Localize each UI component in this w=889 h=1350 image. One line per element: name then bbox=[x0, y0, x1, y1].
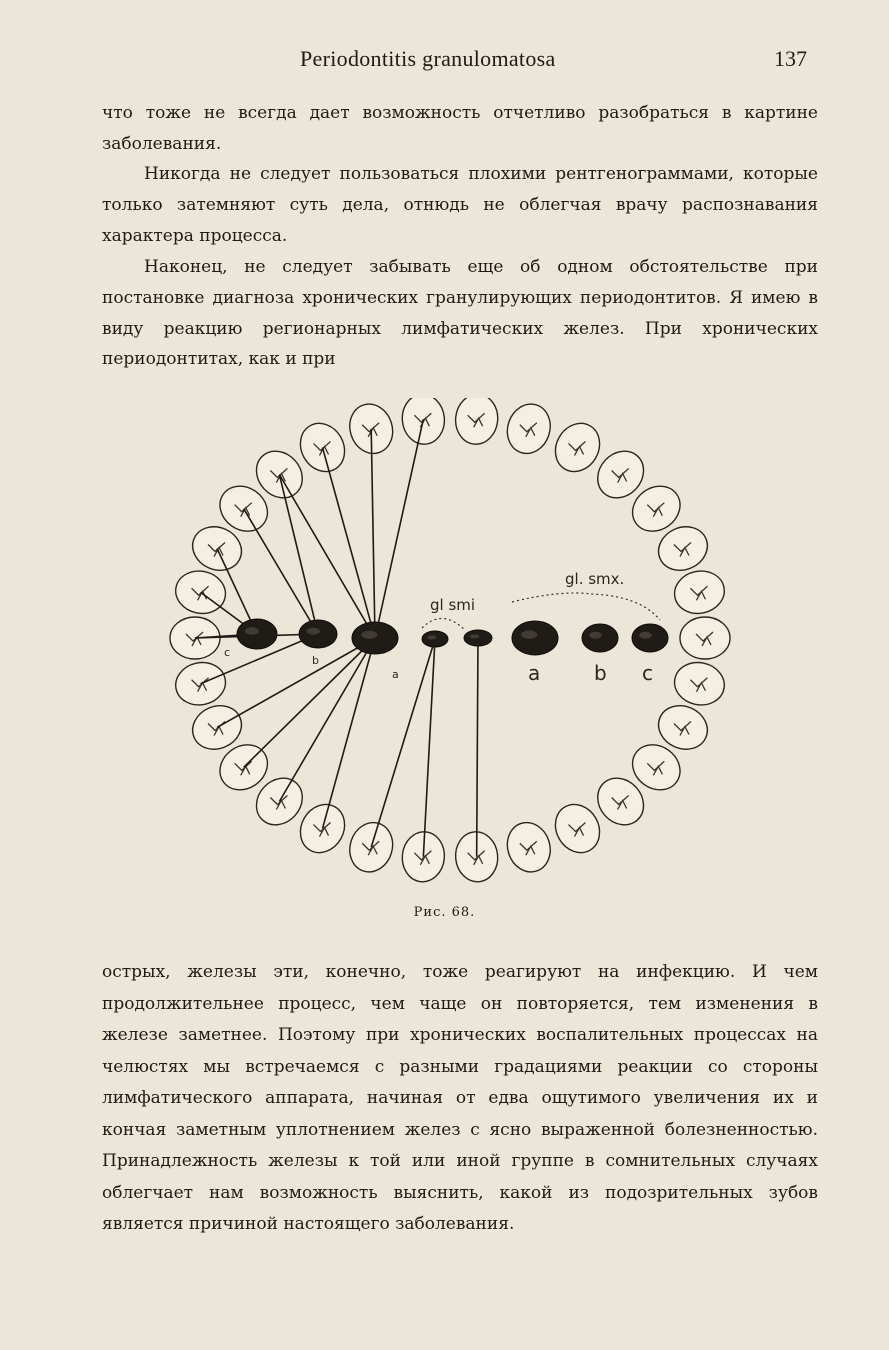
label-gl-smx: gl. smx. bbox=[565, 570, 625, 588]
connection-line bbox=[371, 429, 375, 638]
tooth-outline bbox=[501, 399, 556, 460]
figure-caption: Рис. 68. bbox=[413, 905, 476, 920]
node-highlight bbox=[589, 632, 602, 639]
node-smi-right bbox=[464, 630, 492, 646]
tooth bbox=[671, 567, 729, 618]
tooth bbox=[671, 658, 729, 709]
running-title: Periodontitis granulomatosa bbox=[300, 46, 556, 71]
running-head bbox=[0, 44, 889, 80]
node-left-b bbox=[299, 620, 337, 648]
label-gl-smi: gl smi bbox=[430, 596, 476, 614]
tooth-outline bbox=[172, 567, 230, 618]
paragraph-4: острых, железы эти, конечно, тоже реагируют на инфекцию. И чем продолжительнее процесс, чем чаще он повторяется, тем изменения в железе заметнее. Поэтому при хронических воспалительных процессах на челюстях мы встречаемся с разными градациями реакции со стороны лимфатического аппарата, начиная от едва ощутимого увеличения их и кончая заметным уплотнением желез с ясно выраженной болезненностью. Принадлежность железы к той или иной группе в сомнительных случаях облегчает нам возможность выяснить, какой из подозрительных зубов является причиной настоящего заболевания. bbox=[102, 962, 818, 1234]
paragraph-2: Никогда не следует пользоваться плохими рентгенограммами, которые только затемняют суть дела, отнюдь не облегчая врачу распознавания характера процесса. bbox=[102, 164, 818, 246]
node-highlight bbox=[639, 632, 652, 639]
label-right-c: c bbox=[642, 661, 653, 685]
node-left-c bbox=[237, 619, 277, 649]
tooth-outline bbox=[172, 658, 230, 709]
connection-line bbox=[244, 509, 318, 634]
node-right-a bbox=[512, 621, 558, 655]
label-left-a: a bbox=[392, 668, 399, 681]
paragraph-1: что тоже не всегда дает возможность отчетливо разобраться в картине заболевания. bbox=[102, 103, 818, 154]
gl-smx-bracket bbox=[512, 593, 660, 620]
gl-smi-bracket bbox=[422, 618, 465, 630]
paragraph-3: Наконец, не следует забывать еще об одном обстоятельстве при постановке диагноза хронических гранулирующих периодонтитов. Я имею в виду реакцию регионарных лимфатических желез. При хронических периодонтитах, как и при bbox=[102, 257, 818, 370]
connection-line bbox=[279, 475, 375, 638]
connection-line bbox=[323, 447, 376, 638]
tooth bbox=[172, 567, 230, 618]
figure-68 bbox=[160, 398, 740, 898]
lymph-nodes bbox=[237, 619, 668, 655]
node-right-b bbox=[582, 624, 618, 652]
tooth bbox=[680, 617, 730, 659]
label-left-c: c bbox=[224, 646, 231, 659]
node-highlight bbox=[307, 628, 320, 635]
tooth-outline bbox=[501, 817, 556, 878]
label-left-b: b bbox=[312, 654, 319, 667]
node-highlight bbox=[245, 627, 259, 635]
connection-line bbox=[477, 638, 478, 857]
connection-line bbox=[279, 638, 375, 801]
node-left-a bbox=[352, 622, 398, 654]
tooth bbox=[453, 398, 500, 446]
connection-line bbox=[323, 638, 376, 829]
node-highlight bbox=[361, 631, 377, 639]
node-right-c bbox=[632, 624, 668, 652]
tooth-outline bbox=[671, 567, 729, 618]
label-right-a: a bbox=[528, 661, 541, 685]
connection-line bbox=[375, 419, 423, 638]
node-highlight bbox=[427, 635, 436, 639]
tooth bbox=[501, 817, 556, 878]
connection-line bbox=[217, 638, 375, 727]
node-highlight bbox=[521, 630, 537, 639]
node-highlight bbox=[470, 634, 480, 638]
tooth bbox=[172, 658, 230, 709]
dental-lymph-diagram bbox=[160, 398, 740, 898]
tooth-outline bbox=[680, 617, 730, 659]
page-number: 137 bbox=[774, 46, 807, 71]
connection-line bbox=[279, 475, 318, 634]
tooth bbox=[501, 399, 556, 460]
label-right-b: b bbox=[594, 661, 607, 685]
tooth-outline bbox=[671, 658, 729, 709]
node-smi-left bbox=[422, 631, 448, 647]
